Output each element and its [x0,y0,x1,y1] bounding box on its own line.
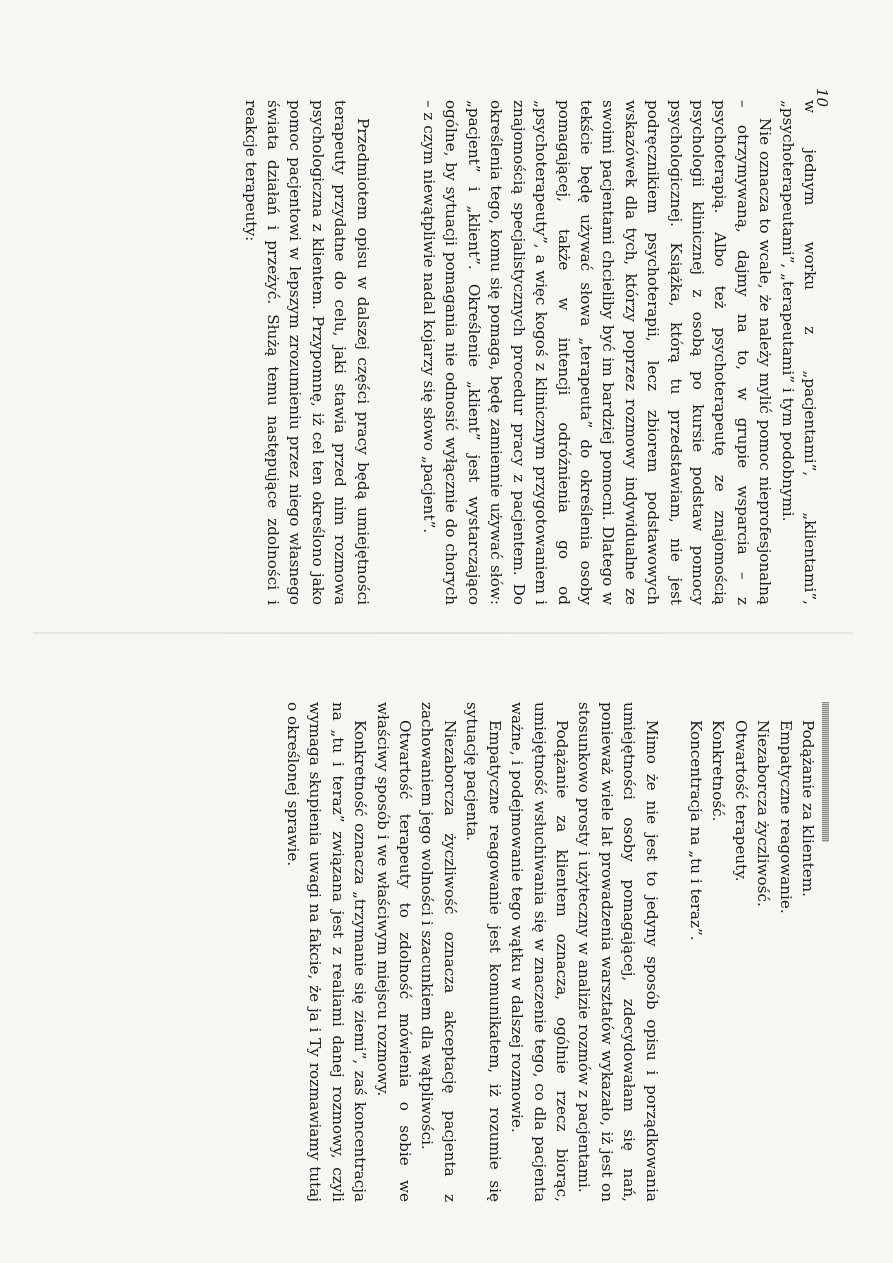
page-number: 10 [813,88,831,108]
paragraph: Mimo że nie jest to jedyny sposób opisu i porządkowania umiejętności osoby pomagającej, zdecydowałam się nań, ponieważ wiele lat prowadzenia warsztatów wykazało, iż jest on stosunkowo prosty i użyteczny w analizie rozmów z pacjentami. [575,702,661,1202]
paragraph: w jednym worku z „pacjentami”, „klientami”, „psychoterapeutami”, „terapeutami” i tym podobnymi. [778,100,819,605]
paragraph: Niezaborcza życzliwość oznacza akceptację pacjenta z zachowaniem jego wolności i szacunkiem dla wątpliwości. [418,702,459,1202]
paragraph: Empatyczne reagowanie jest komunikatem, iż rozumie się sytuację pacjenta. [463,702,504,1202]
paragraph: Nie oznacza to wcale, że należy mylić pomoc nieprofesjonalną – otrzymywaną, dajmy na to, w grupie wsparcia – z psychoterapią. Albo też psychoterapeutę ze znajomością psychologii klinicznej z osobą po kursie podstaw pomocy psychologicznej. Książka, którą tu przedstawiam, nie jest podręcznikiem psychoterapii, lecz zbiorem podstawowych wskazówek dla tych, którzy poprzez rozmowy indywidualne ze swoimi pacjentami chcieliby być im bardziej pomocni. Dlatego w tekście będę używać słowa „terapeuta” do określenia osoby pomagającej, także w intencji odróżnienia go od „psychoterapeuty”, a więc kogoś z klinicznym przygotowaniem i znajomością specjalistycznych procedur pracy z pacjentem. Do określenia tego, komu się pomaga, będę zamiennie używać słów: „pacjent” i „klient”. Określenie „klient” jest wystarczająco ogólne, by sytuacji pomagania nie odnosić wyłącznie do chorych – z czym niewątpliwie nadal kojarzy się słowo „pacjent”. [420,100,775,605]
right-page [0,640,893,1263]
list-item: Konkretność. [709,720,728,822]
left-text-column [239,100,821,605]
section-divider [822,702,829,842]
skills-list [685,702,819,1202]
paragraph: Podążanie za klientem oznacza, ogólnie rzecz biorąc, umiejętność wsłuchiwania się w znaczenie tego, co dla pacjenta ważne, i podejmowanie tego wątku w dalszej rozmowie. [508,702,571,1202]
list-item: Otwartość terapeuty. [731,720,750,882]
paragraph: Konkretność oznacza „trzymanie się ziemi”, zaś koncentracja na „tu i teraz” związana jest z realiami danej rozmowy, czyli wymaga skupienia uwagi na fakcie, że ja i Ty rozmawiamy tutaj o określonej sprawie. [284,702,370,1202]
list-item: Koncentracja na „tu i teraz”. [686,720,705,941]
list-item: Podążanie za klientem. [799,720,817,897]
paragraph: Przedmiotem opisu w dalszej części pracy będą umiejętności terapeuty przydatne do celu, jaki stawia przed nim rozmowa psychologiczna z klientem. Przypomnę, iż cel ten określono jako pomoc pacjentowi w lepszym zrozumieniu przez niego własnego świata działań i przeżyć. Służą temu następujące zdolności i reakcje terapeuty: [241,100,372,605]
list-item: Niezaborcza życzliwość. [754,720,773,907]
paragraph: Otwartość terapeuty to zdolność mówienia o sobie we właściwy sposób i we właściwym miejscu rozmowy. [373,702,415,1202]
list-item: Empatyczne reagowanie. [776,720,795,914]
right-text-column [282,702,819,1202]
